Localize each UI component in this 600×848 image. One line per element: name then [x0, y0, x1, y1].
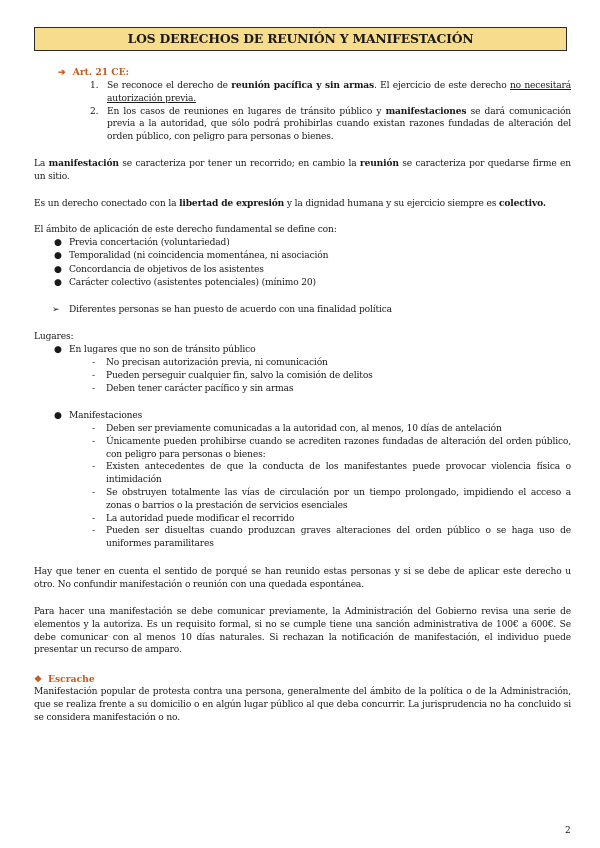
bullet-dot-icon: ●: [54, 411, 62, 421]
paragraph-conectado: Es un derecho conectado con la libertad de expresión y la dignidad humana y su ejercicio siempre es colectivo.: [34, 198, 546, 209]
lugares-item-2: [52, 410, 572, 423]
list-number: 1.: [90, 81, 99, 91]
art-21-item-2: 2. En los casos de reuniones en lugares de tránsito público y manifestaciones se dará comunicación previa a la autoridad, que sólo podrá prohibirlas cuando existan razones fundadas de alteración del orden público, con peligro para personas o bienes.: [90, 105, 571, 143]
list-item: - Se obstruyen totalmente las vías de circulación por un tiempo prolongado, impidiendo el acceso a zonas o barrios o la prestación de servicios esenciales: [92, 487, 571, 511]
bullet-dot-icon: ●: [54, 345, 62, 355]
list-item: - Deben tener carácter pacífico y sin armas: [92, 383, 294, 394]
bullet-dot-icon: ●: [54, 264, 62, 275]
page-number: 2: [565, 826, 571, 836]
ambito-intro: El ámbito de aplicación de este derecho fundamental se define con:: [34, 225, 337, 235]
list-item: ● Manifestaciones: [52, 410, 572, 423]
list-item: - Deben ser previamente comunicadas a la autoridad con, al menos, 10 días de antelación: [92, 424, 502, 434]
bullet-dot-icon: ●: [54, 277, 62, 288]
escrache-text: Manifestación popular de protesta contra una persona, generalmente del ámbito de la política o de la Administración, que se realiza frente a su domicilio o en algún lugar público al que deba concurrir. La jurisprudencia no ha concluido si se considera manifestación o no.: [34, 687, 571, 723]
list-item: ● Carácter colectivo (asistentes potenciales) (mínimo 20): [52, 277, 572, 290]
escrache-heading: ❖ Escrache: [34, 674, 95, 685]
art-21-list: [90, 80, 571, 144]
paragraph-cuenta: Hay que tener en cuenta el sentido de porqué se han reunido estas personas y si se debe de aplicar este derecho u otro. No confundir manifestación o reunión con una quedada espontánea.: [34, 567, 571, 590]
list-item: - Existen antecedentes de que la conducta de los manifestantes puede provocar violencia física o intimidación: [92, 462, 571, 486]
art-21-heading-text: Art. 21 CE:: [72, 67, 130, 78]
bullet-dot-icon: ●: [54, 238, 62, 248]
list-item: - Pueden ser disueltas cuando produzcan graves alteraciones del orden público o se haga uso de uniformes paramilitares: [92, 526, 571, 550]
list-item: - La autoridad puede modificar el recorrido: [92, 513, 295, 524]
list-item: ● Previa concertación (voluntariedad): [52, 237, 572, 250]
arrow-note: ➢ Diferentes personas se han puesto de acuerdo con una finalidad política: [52, 305, 392, 315]
lugares-sublist-2: [92, 423, 571, 551]
arrow-right-icon: ➔: [58, 67, 66, 78]
list-number: 2.: [90, 106, 99, 117]
ambito-list: [52, 237, 572, 290]
list-item: - No precisan autorización previa, ni comunicación: [92, 358, 328, 368]
lugares-label: Lugares:: [34, 332, 74, 342]
list-item: ● En lugares que no son de tránsito público: [52, 344, 572, 357]
art-21-heading: [58, 67, 129, 78]
list-item: ● Temporalidad (ni coincidencia momentánea, ni asociación: [52, 250, 572, 263]
diamond-bullet-icon: ❖: [34, 674, 43, 685]
arrowhead-icon: ➢: [52, 305, 60, 315]
paragraph-hacer: Para hacer una manifestación se debe comunicar previamente, la Administración del Gobierno revisa una serie de elementos y la autoriza. Es un requisito formal, si no se cumple tiene una sanción administrativa de 100€ a 600€. Se debe comunicar con al menos 10 días naturales. Si rechazan la notificación de manifestación, el individuo puede presentar un recurso de amparo.: [34, 607, 571, 656]
lugares-sublist-1: [92, 357, 571, 395]
art-21-item-1: 1. Se reconoce el derecho de reunión pacífica y sin armas. El ejercicio de este derecho no necesitará autorización previa.: [90, 80, 571, 104]
list-item: ● Concordancia de objetivos de los asistentes: [52, 264, 572, 277]
list-item: - Pueden perseguir cualquier fin, salvo la comisión de delitos: [92, 370, 373, 381]
paragraph-manifestacion: La manifestación se caracteriza por tener un recorrido; en cambio la reunión se caracteriza por quedarse firme en un sitio.: [34, 158, 571, 182]
lugares-item-1: [52, 344, 572, 357]
list-item: - Únicamente pueden prohibirse cuando se acrediten razones fundadas de alteración del orden público, con peligro para personas o bienes:: [92, 436, 571, 460]
page-title: LOS DERECHOS DE REUNIÓN Y MANIFESTACIÓN: [34, 27, 567, 51]
bullet-dot-icon: ●: [54, 251, 62, 262]
